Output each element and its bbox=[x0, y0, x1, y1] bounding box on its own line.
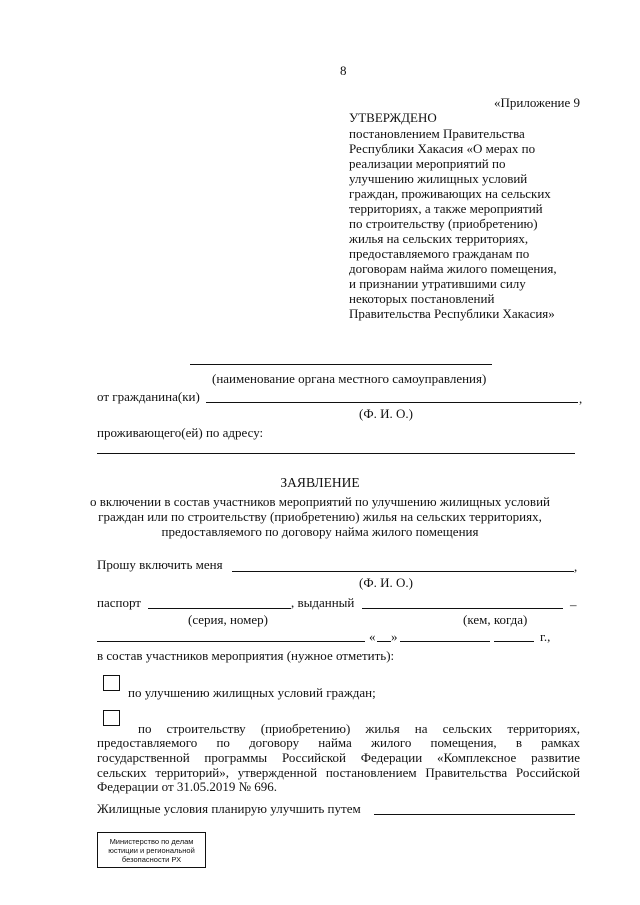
citizen-name-input-line[interactable] bbox=[206, 402, 578, 403]
issued-dash: – bbox=[570, 597, 577, 612]
stamp-line: Министерство по делам bbox=[109, 837, 194, 846]
issued-by-input-line[interactable] bbox=[362, 608, 563, 609]
approval-line: реализации мероприятий по bbox=[349, 156, 506, 171]
option-housing-improvement-label: по улучшению жилищных условий граждан; bbox=[128, 685, 376, 700]
approval-line: территориях, а также мероприятий bbox=[349, 201, 543, 216]
date-month-input-line[interactable] bbox=[400, 641, 490, 642]
approval-line: Правительства Республики Хакасия» bbox=[349, 306, 555, 321]
by-whom-caption: (кем, когда) bbox=[463, 612, 528, 627]
passport-label: паспорт bbox=[97, 595, 141, 610]
improve-label: Жилищные условия планирую улучшить путем bbox=[97, 801, 361, 816]
address-label: проживающего(ей) по адресу: bbox=[97, 425, 264, 440]
improve-method-input-line[interactable] bbox=[374, 814, 575, 815]
date-quote-open: « bbox=[369, 629, 376, 644]
statement-subtitle-line: о включении в состав участников мероприятий по улучшению жилищных условий bbox=[89, 494, 550, 509]
approval-line: улучшению жилищных условий bbox=[349, 171, 528, 186]
option-rural-construction-line: сельских территорий», утвержденной постановлением Правительства Российской bbox=[97, 764, 580, 780]
date-year-input-line[interactable] bbox=[494, 641, 534, 642]
date-day-input-line[interactable] bbox=[377, 641, 391, 642]
request-comma: , bbox=[574, 559, 578, 574]
approval-line: жилья на сельских территориях, bbox=[349, 231, 529, 246]
option-rural-construction-checkbox[interactable] bbox=[103, 710, 120, 726]
address-input-line[interactable] bbox=[97, 453, 575, 454]
approval-line: граждан, проживающих на сельских bbox=[349, 186, 551, 201]
option-housing-improvement-checkbox[interactable] bbox=[103, 675, 120, 691]
date-quote-close: » bbox=[391, 629, 398, 644]
participants-label: в состав участников мероприятия (нужное отметить): bbox=[97, 648, 395, 663]
approval-line: по строительству (приобретению) bbox=[349, 216, 538, 231]
from-citizen-label: от гражданина(ки) bbox=[97, 389, 200, 404]
stamp-line: безопасности РХ bbox=[121, 855, 182, 864]
approval-line: Республики Хакасия «О мерах по bbox=[349, 141, 536, 156]
approval-line: договорам найма жилого помещения, bbox=[349, 261, 557, 276]
approval-line: и признании утратившими силу bbox=[349, 276, 526, 291]
approval-line: некоторых постановлений bbox=[349, 291, 495, 306]
statement-subtitle-line: предоставляемого по договору найма жилого помещения bbox=[161, 524, 479, 539]
request-label: Прошу включить меня bbox=[97, 557, 223, 572]
passport-number-input-line[interactable] bbox=[148, 608, 291, 609]
authority-caption: (наименование органа местного самоуправления) bbox=[212, 371, 487, 386]
fio-caption: (Ф. И. О.) bbox=[359, 406, 413, 421]
stamp-line: юстиции и региональной bbox=[108, 846, 195, 855]
issued-label: , выданный bbox=[291, 595, 355, 610]
ministry-stamp bbox=[97, 832, 206, 868]
request-fio-caption: (Ф. И. О.) bbox=[359, 575, 413, 590]
option-rural-construction-line: государственной программы Российской Федерации «Комплексное развитие bbox=[97, 749, 580, 765]
option-rural-construction-line: по строительству (приобретению) жилья на сельских территориях, bbox=[138, 721, 580, 736]
option-rural-construction-text bbox=[97, 736, 580, 795]
statement-subtitle-line: граждан или по строительству (приобретению) жилья на сельских территориях, bbox=[98, 509, 542, 524]
option-rural-construction-line: предоставляемого по договору найма жилого помещения, в рамках bbox=[97, 735, 580, 750]
authority-input-line[interactable] bbox=[190, 364, 492, 365]
from-comma: , bbox=[579, 391, 583, 406]
approval-line: постановлением Правительства bbox=[349, 126, 525, 141]
request-name-input-line[interactable] bbox=[232, 571, 574, 572]
approved-label: УТВЕРЖДЕНО bbox=[349, 110, 437, 125]
series-caption: (серия, номер) bbox=[188, 612, 268, 627]
year-suffix: г., bbox=[540, 629, 551, 644]
issued-by-continuation-line[interactable] bbox=[97, 641, 365, 642]
page-number: 8 bbox=[340, 63, 347, 78]
approval-line: предоставляемого гражданам по bbox=[349, 246, 530, 261]
statement-title: ЗАЯВЛЕНИЕ bbox=[280, 475, 360, 490]
option-rural-construction-line: Федерации от 31.05.2019 № 696. bbox=[97, 779, 278, 795]
appendix-label: «Приложение 9 bbox=[494, 95, 581, 110]
